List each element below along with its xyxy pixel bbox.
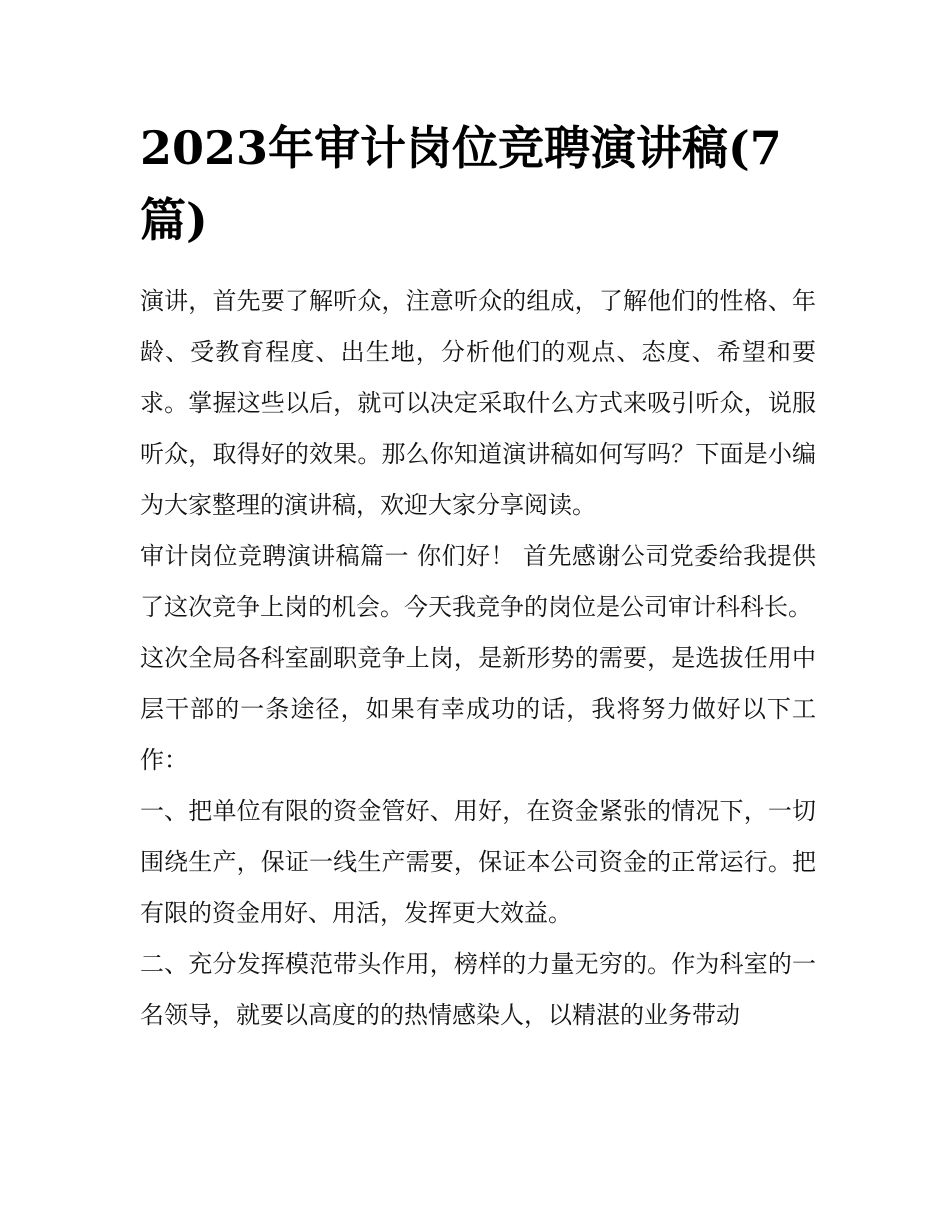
document-body xyxy=(140,276,816,1041)
paragraph-context: 这次全局各科室副职竞争上岗，是新形势的需要，是选拔任用中层干部的一条途径，如果有幸成功的话，我将努力做好以下工作： xyxy=(140,644,816,774)
paragraph-point-two: 二、充分发挥模范带头作用，榜样的力量无穷的。作为科室的一名领导，就要以高度的的热情感染人，以精湛的业务带动 xyxy=(140,950,816,1029)
paragraph-speech-opening: 审计岗位竞聘演讲稿篇一 你们好！ 首先感谢公司党委给我提供了这次竞争上岗的机会。今天我竞争的岗位是公司审计科科长。 xyxy=(140,542,816,621)
document-title: 2023年审计岗位竞聘演讲稿(7篇) xyxy=(140,121,782,247)
paragraph-intro: 演讲，首先要了解听众，注意听众的组成，了解他们的性格、年龄、受教育程度、出生地，分析他们的观点、态度、希望和要求。掌握这些以后，就可以决定采取什么方式来吸引听众，说服听众，取得好的效果。那么你知道演讲稿如何写吗？下面是小编为大家整理的演讲稿，欢迎大家分享阅读。 xyxy=(140,287,816,519)
paragraph-point-one: 一、把单位有限的资金管好、用好，在资金紧张的情况下，一切围绕生产，保证一线生产需要，保证本公司资金的正常运行。把有限的资金用好、用活，发挥更大效益。 xyxy=(140,797,816,927)
